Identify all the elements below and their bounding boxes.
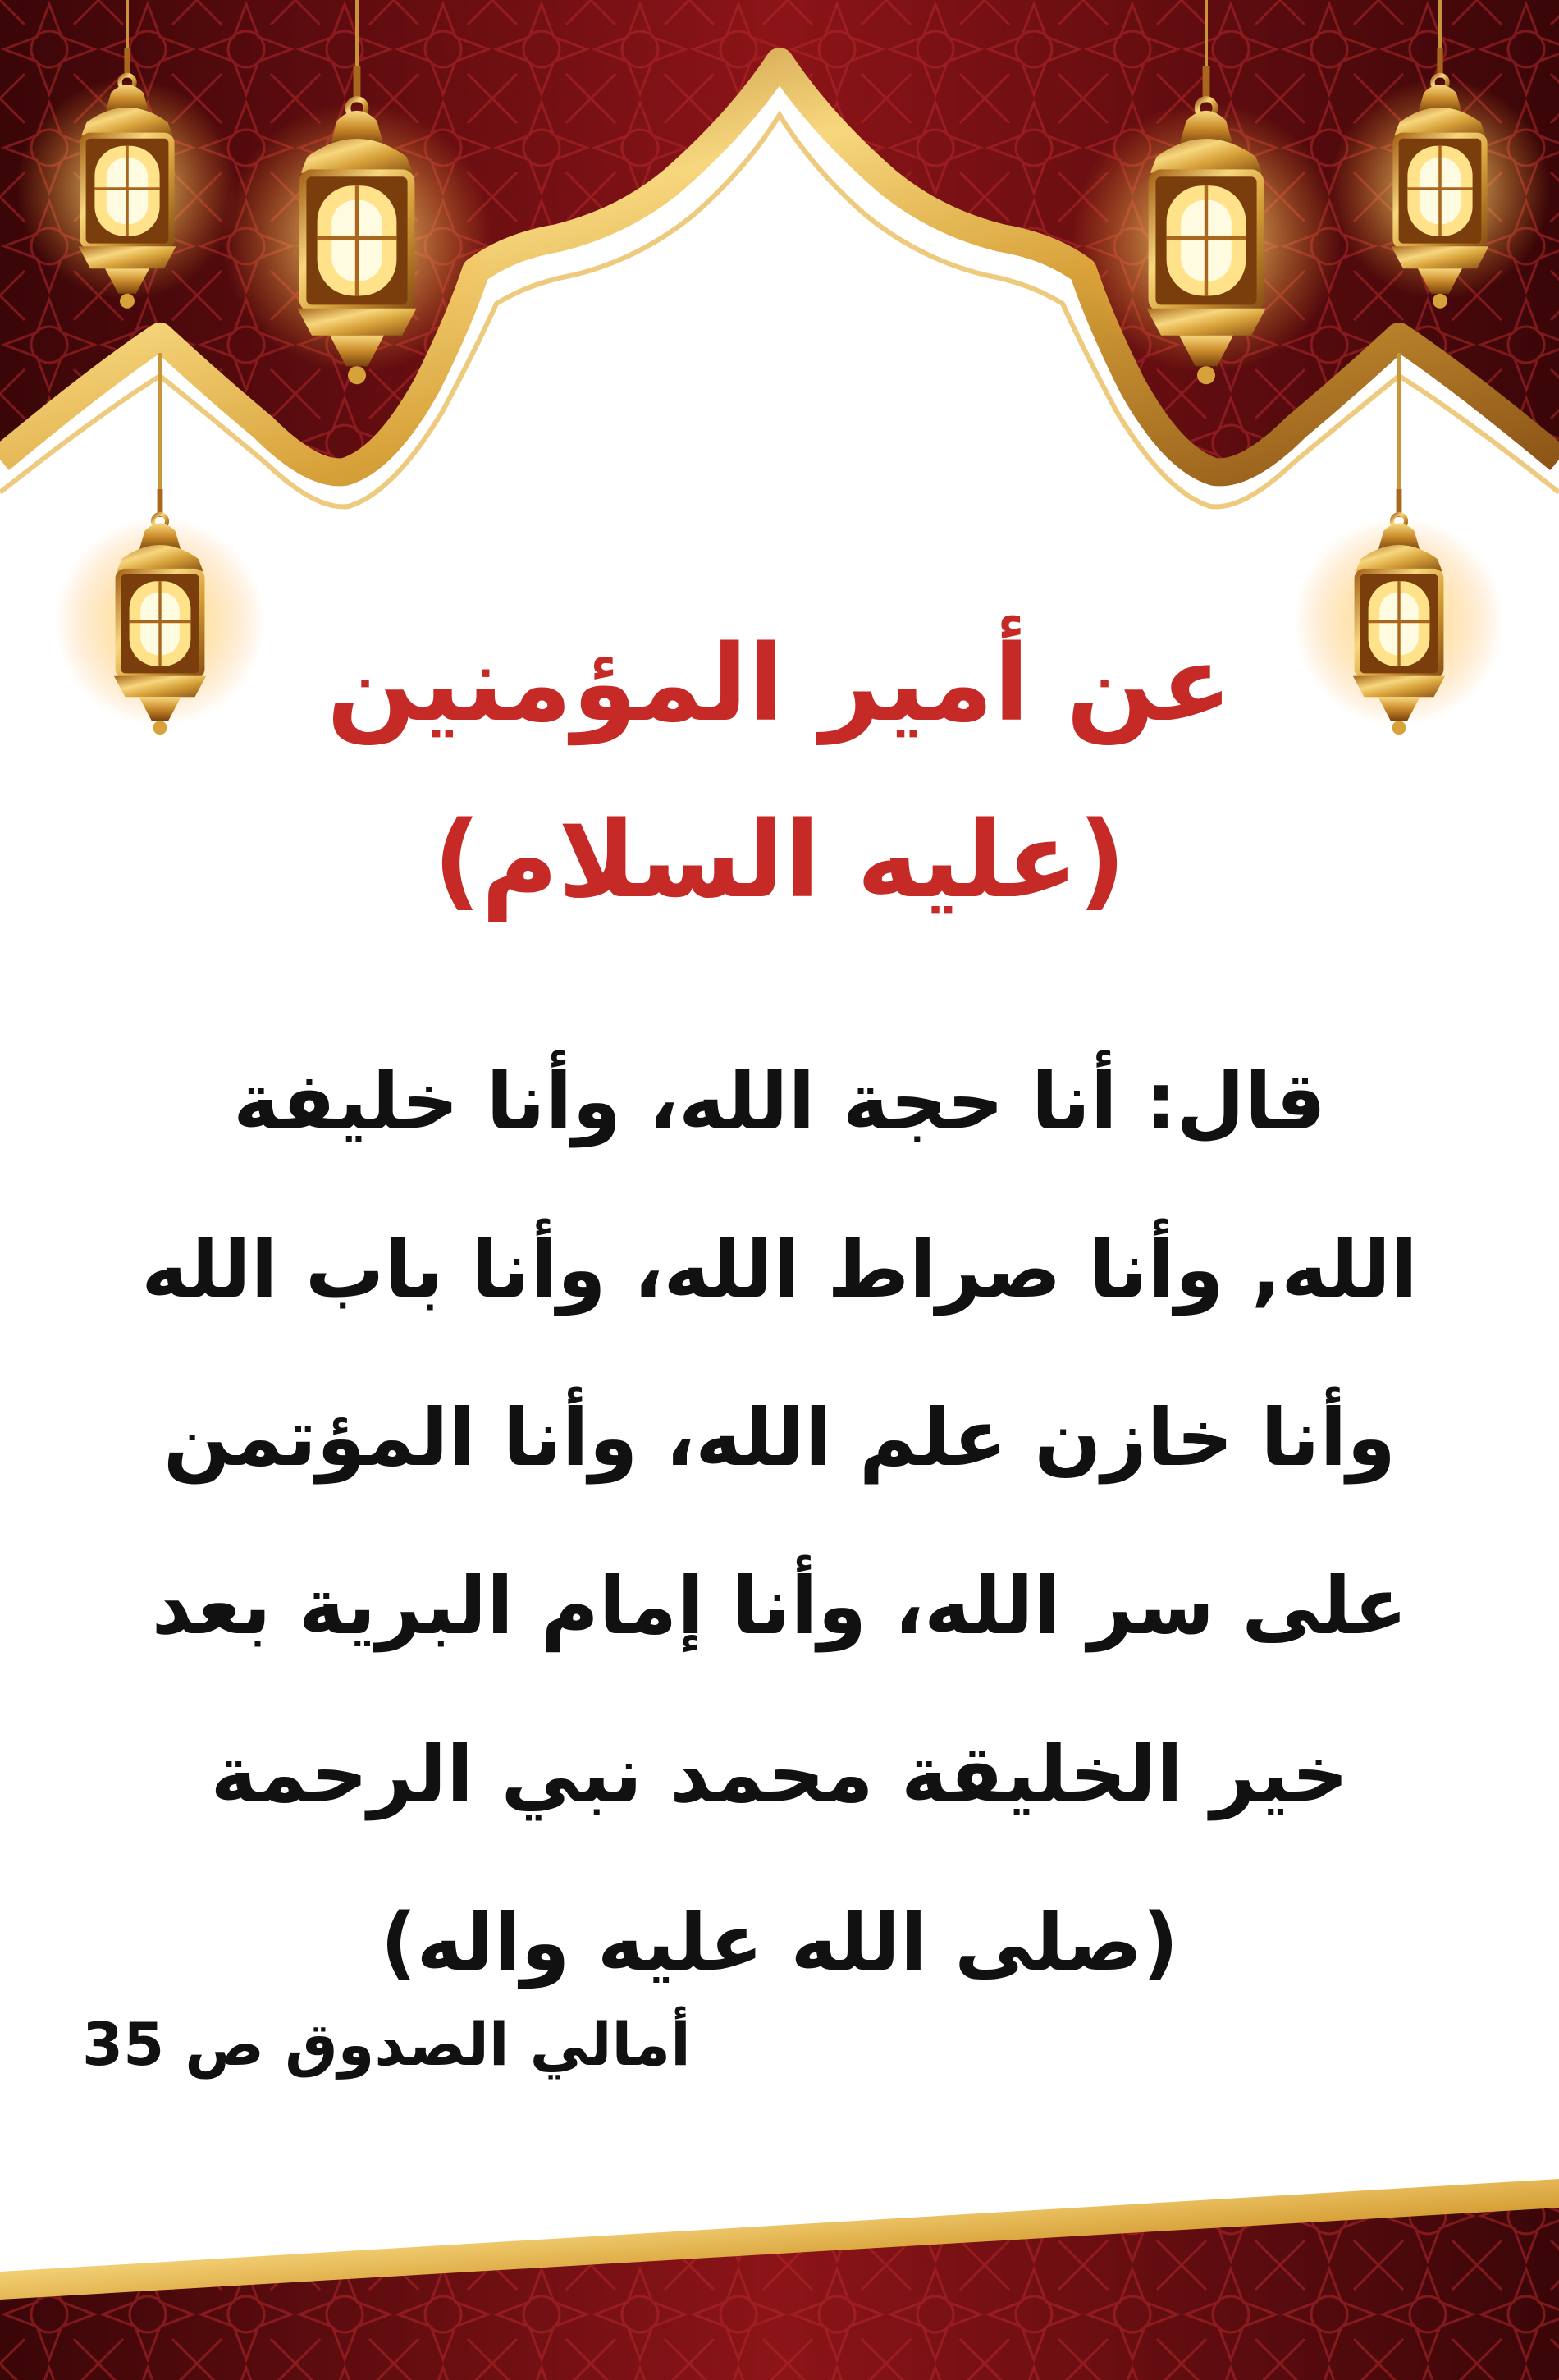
quote-text xyxy=(123,1018,1436,2027)
source-citation: أمالي الصدوق ص 35 xyxy=(82,2010,691,2079)
quote-line: قال: أنا حجة الله، وأنا خليفة xyxy=(233,1055,1326,1147)
quote-line: الله, وأنا صراط الله، وأنا باب الله xyxy=(141,1224,1418,1316)
quote-line: على سر الله، وأنا إمام البرية بعد xyxy=(151,1560,1408,1652)
quote-line: خير الخليقة محمد نبي الرحمة xyxy=(210,1728,1349,1820)
quote-line: (صلى الله عليه واله) xyxy=(380,1897,1179,1989)
page-title: عن أمير المؤمنين xyxy=(327,623,1232,745)
page-subtitle: (عليه السلام) xyxy=(432,799,1127,922)
quote-line: وأنا خازن علم الله، وأنا المؤتمن xyxy=(162,1392,1397,1484)
